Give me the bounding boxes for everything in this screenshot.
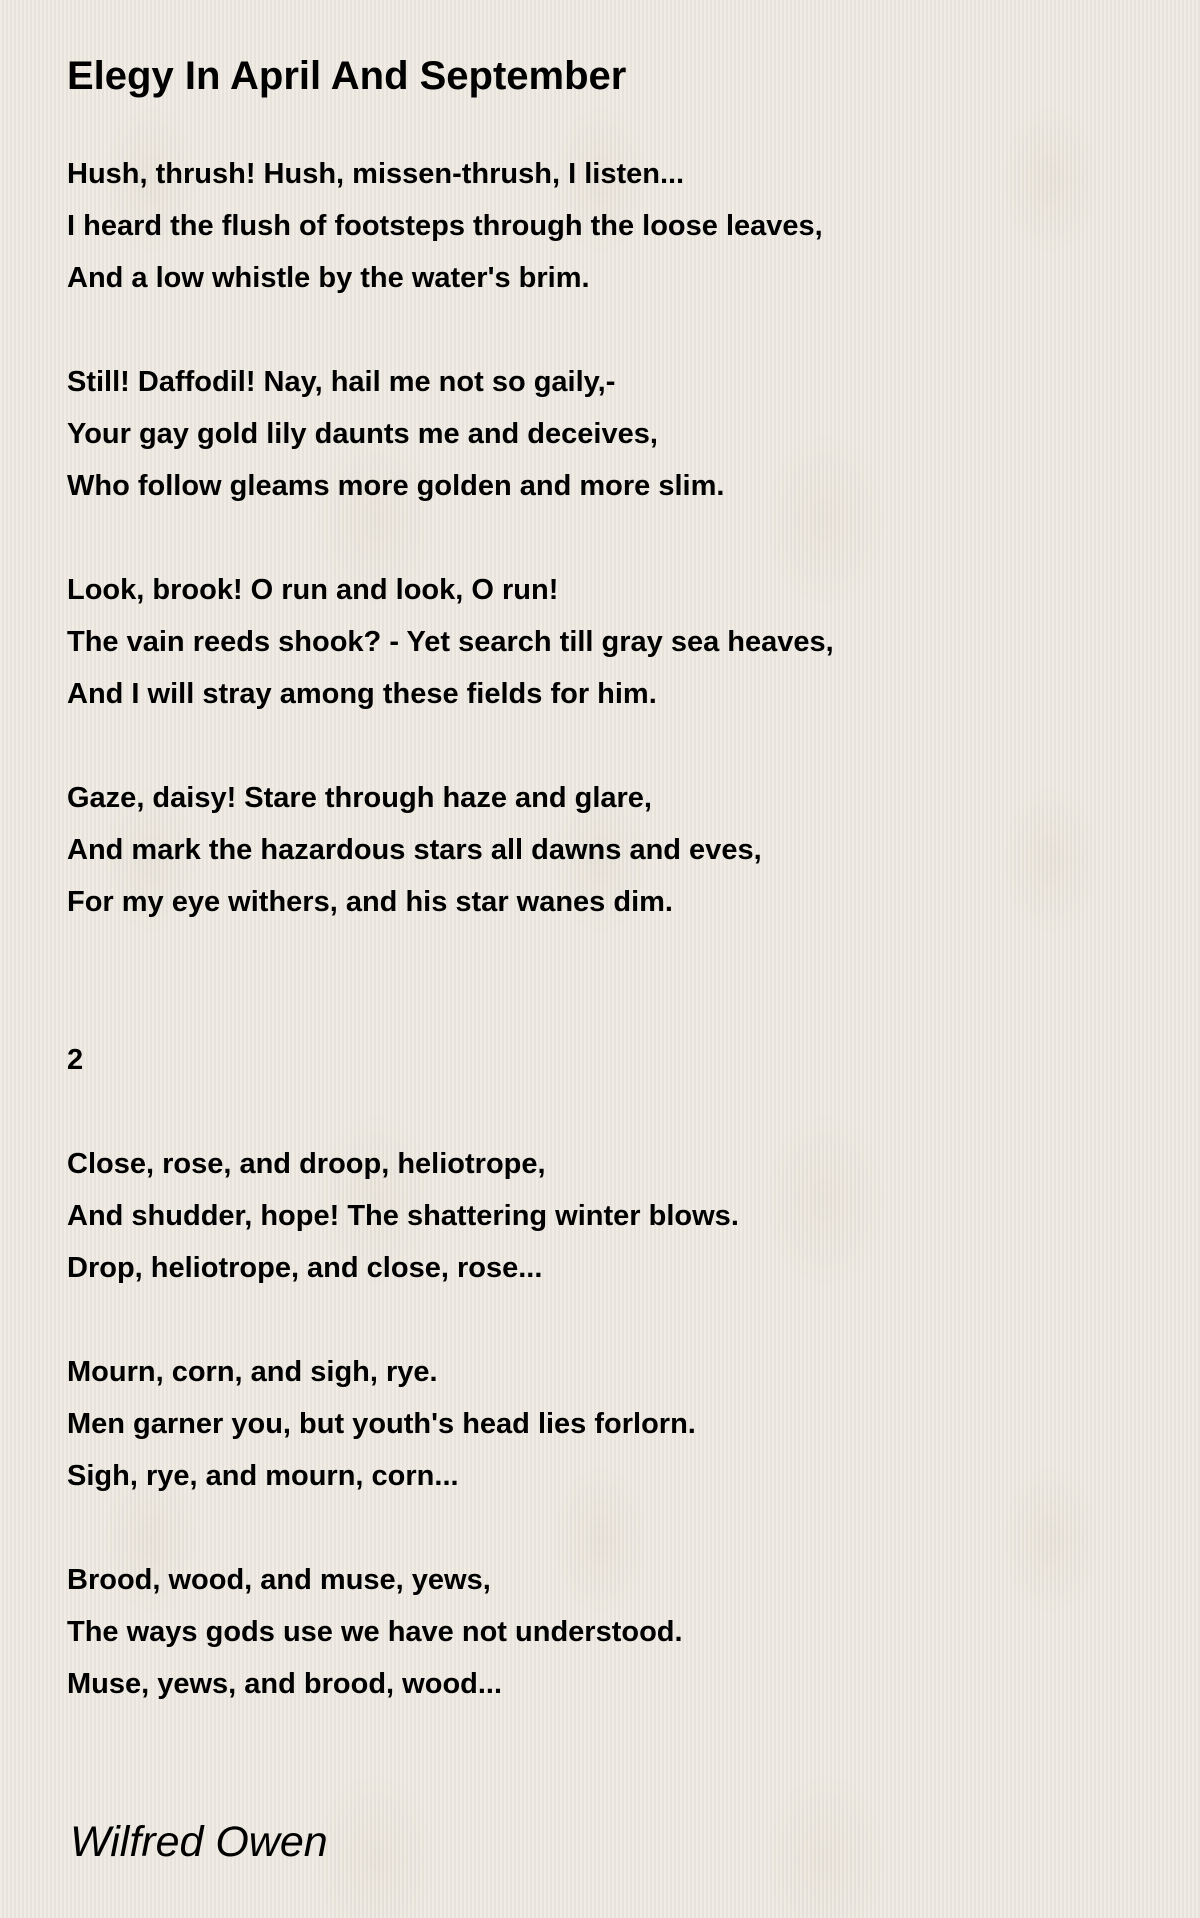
stanza <box>67 1346 696 1502</box>
stanza <box>67 148 823 304</box>
part-number: 2 <box>67 1044 84 1076</box>
poem-line: Mourn, corn, and sigh, rye. <box>67 1356 438 1388</box>
poem-line: And I will stray among these fields for him. <box>67 678 657 710</box>
stanza <box>67 772 762 928</box>
poem-line: Sigh, rye, and mourn, corn... <box>67 1460 459 1492</box>
poem-line: Close, rose, and droop, heliotrope, <box>67 1148 546 1180</box>
poem-line: The ways gods use we have not understood. <box>67 1616 683 1648</box>
poem-line: Hush, thrush! Hush, missen-thrush, I listen... <box>67 158 685 190</box>
poem-line: I heard the flush of footsteps through the loose leaves, <box>67 210 823 242</box>
poem-line: Men garner you, but youth's head lies forlorn. <box>67 1408 696 1440</box>
poem-line: Drop, heliotrope, and close, rose... <box>67 1252 543 1284</box>
poem-line: For my eye withers, and his star wanes dim. <box>67 886 673 918</box>
poem-line: And mark the hazardous stars all dawns and eves, <box>67 834 762 866</box>
stanza <box>67 1554 683 1710</box>
poem-line: And a low whistle by the water's brim. <box>67 262 590 294</box>
poem-line: And shudder, hope! The shattering winter blows. <box>67 1200 739 1232</box>
author-name: Wilfred Owen <box>70 1818 328 1866</box>
poem-line: Still! Daffodil! Nay, hail me not so gaily,- <box>67 366 616 398</box>
poem-title: Elegy In April And September <box>67 54 627 98</box>
stanza <box>67 356 724 512</box>
poem-line: Your gay gold lily daunts me and deceives, <box>67 418 658 450</box>
poem-line: Look, brook! O run and look, O run! <box>67 574 559 606</box>
stanza <box>67 1138 739 1294</box>
stanza <box>67 564 834 720</box>
poem-line: Who follow gleams more golden and more slim. <box>67 470 725 502</box>
poem-line: Brood, wood, and muse, yews, <box>67 1564 491 1596</box>
poem-line: Gaze, daisy! Stare through haze and glare, <box>67 782 652 814</box>
poem-line: The vain reeds shook? - Yet search till gray sea heaves, <box>67 626 834 658</box>
poem-line: Muse, yews, and brood, wood... <box>67 1668 503 1700</box>
